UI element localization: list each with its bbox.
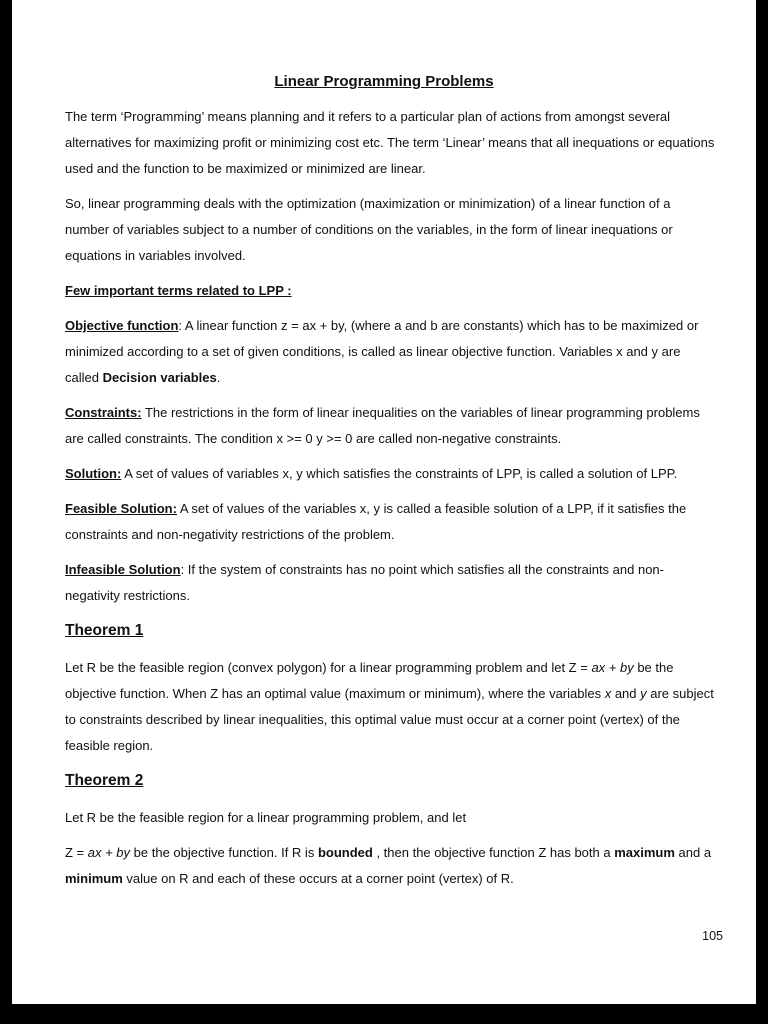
theorem-2-text-1: Z = [65,845,88,860]
theorem-1-text-1: Let R be the feasible region (convex polygon) for a linear programming problem and let Z = [65,660,592,675]
theorem-2-text-5: value on R and each of these occurs at a corner point (vertex) of R. [122,871,514,886]
theorem-2-paragraph-1: Let R be the feasible region for a linear programming problem, and let [65,810,467,825]
page-content [65,104,716,901]
feasible-solution-term: Feasible Solution: [65,501,177,516]
constraints-text: The restrictions in the form of linear inequalities on the variables of linear programming problems are called constraints. The condition x >= 0 y >= 0 are called non-negative constraints. [65,405,700,446]
objective-function-term: Objective function [65,318,179,333]
theorem-1-text-3: and [611,686,641,701]
intro-paragraph-2: So, linear programming deals with the optimization (maximization or minimization) of a linear function of a number of variables subject to a number of conditions on the variables, in the form of linear inequations or equations in variables involved. [65,196,673,263]
infeasible-solution-paragraph [65,557,716,609]
objective-function-end: . [216,370,221,385]
objective-function-paragraph [65,313,716,391]
theorem-2-expression: ax + by [87,845,131,860]
infeasible-solution-text: : If the system of constraints has no point which satisfies all the constraints and non-negativity restrictions. [65,562,664,603]
feasible-solution-paragraph [65,496,716,548]
document-page [12,0,756,1004]
theorem-2-paragraph-2 [65,840,716,892]
theorem-1-text-4: are subject to constraints described by linear inequalities, this optimal value must occur at a corner point (vertex) of the feasible region. [65,686,714,753]
theorem-2-maximum: maximum [614,845,675,860]
feasible-solution-text: A set of values of the variables x, y is called a feasible solution of a LPP, if it satisfies the constraints and non-negativity restrictions of the problem. [65,501,687,542]
constraints-paragraph [65,400,716,452]
theorem-2-text-4: and a [674,845,712,860]
theorem-1-var-x: x [604,686,612,701]
decision-variables-term: Decision variables [102,370,217,385]
theorem-2-bounded: bounded [317,845,373,860]
theorem-1-heading: Theorem 1 [65,622,144,639]
constraints-term: Constraints: [65,405,142,420]
solution-paragraph [65,461,716,487]
solution-term: Solution: [65,466,122,481]
theorem-1-text-2: be the objective function. When Z has an optimal value (maximum or minimum), where the variables [65,660,674,701]
solution-text: A set of values of variables x, y which satisfies the constraints of LPP, is called a solution of LPP. [121,466,678,481]
theorem-1-expression: ax + by [591,660,634,675]
terms-heading: Few important terms related to LPP : [65,283,292,298]
page-number: 105 [702,929,723,943]
theorem-1-var-y: y [640,686,647,701]
theorem-1-paragraph [65,655,716,759]
theorem-2-text-2: be the objective function. If R is [130,845,318,860]
theorem-2-text-3: , then the objective function Z has both a [372,845,615,860]
objective-function-text: : A linear function z = ax + by, (where a and b are constants) which has to be maximized or minimized according to a set of given conditions, is called as linear objective function. Variables x and y are called [65,318,699,385]
infeasible-solution-term: Infeasible Solution [65,562,181,577]
page-title: Linear Programming Problems [274,73,494,90]
theorem-2-heading: Theorem 2 [65,772,144,789]
intro-paragraph-1: The term ‘Programming’ means planning and it refers to a particular plan of actions from amongst several alternatives for maximizing profit or minimizing cost etc. The term ‘Linear’ means that all inequations or equations used and the function to be maximized or minimized are linear. [65,109,715,176]
theorem-2-minimum: minimum [65,871,123,886]
